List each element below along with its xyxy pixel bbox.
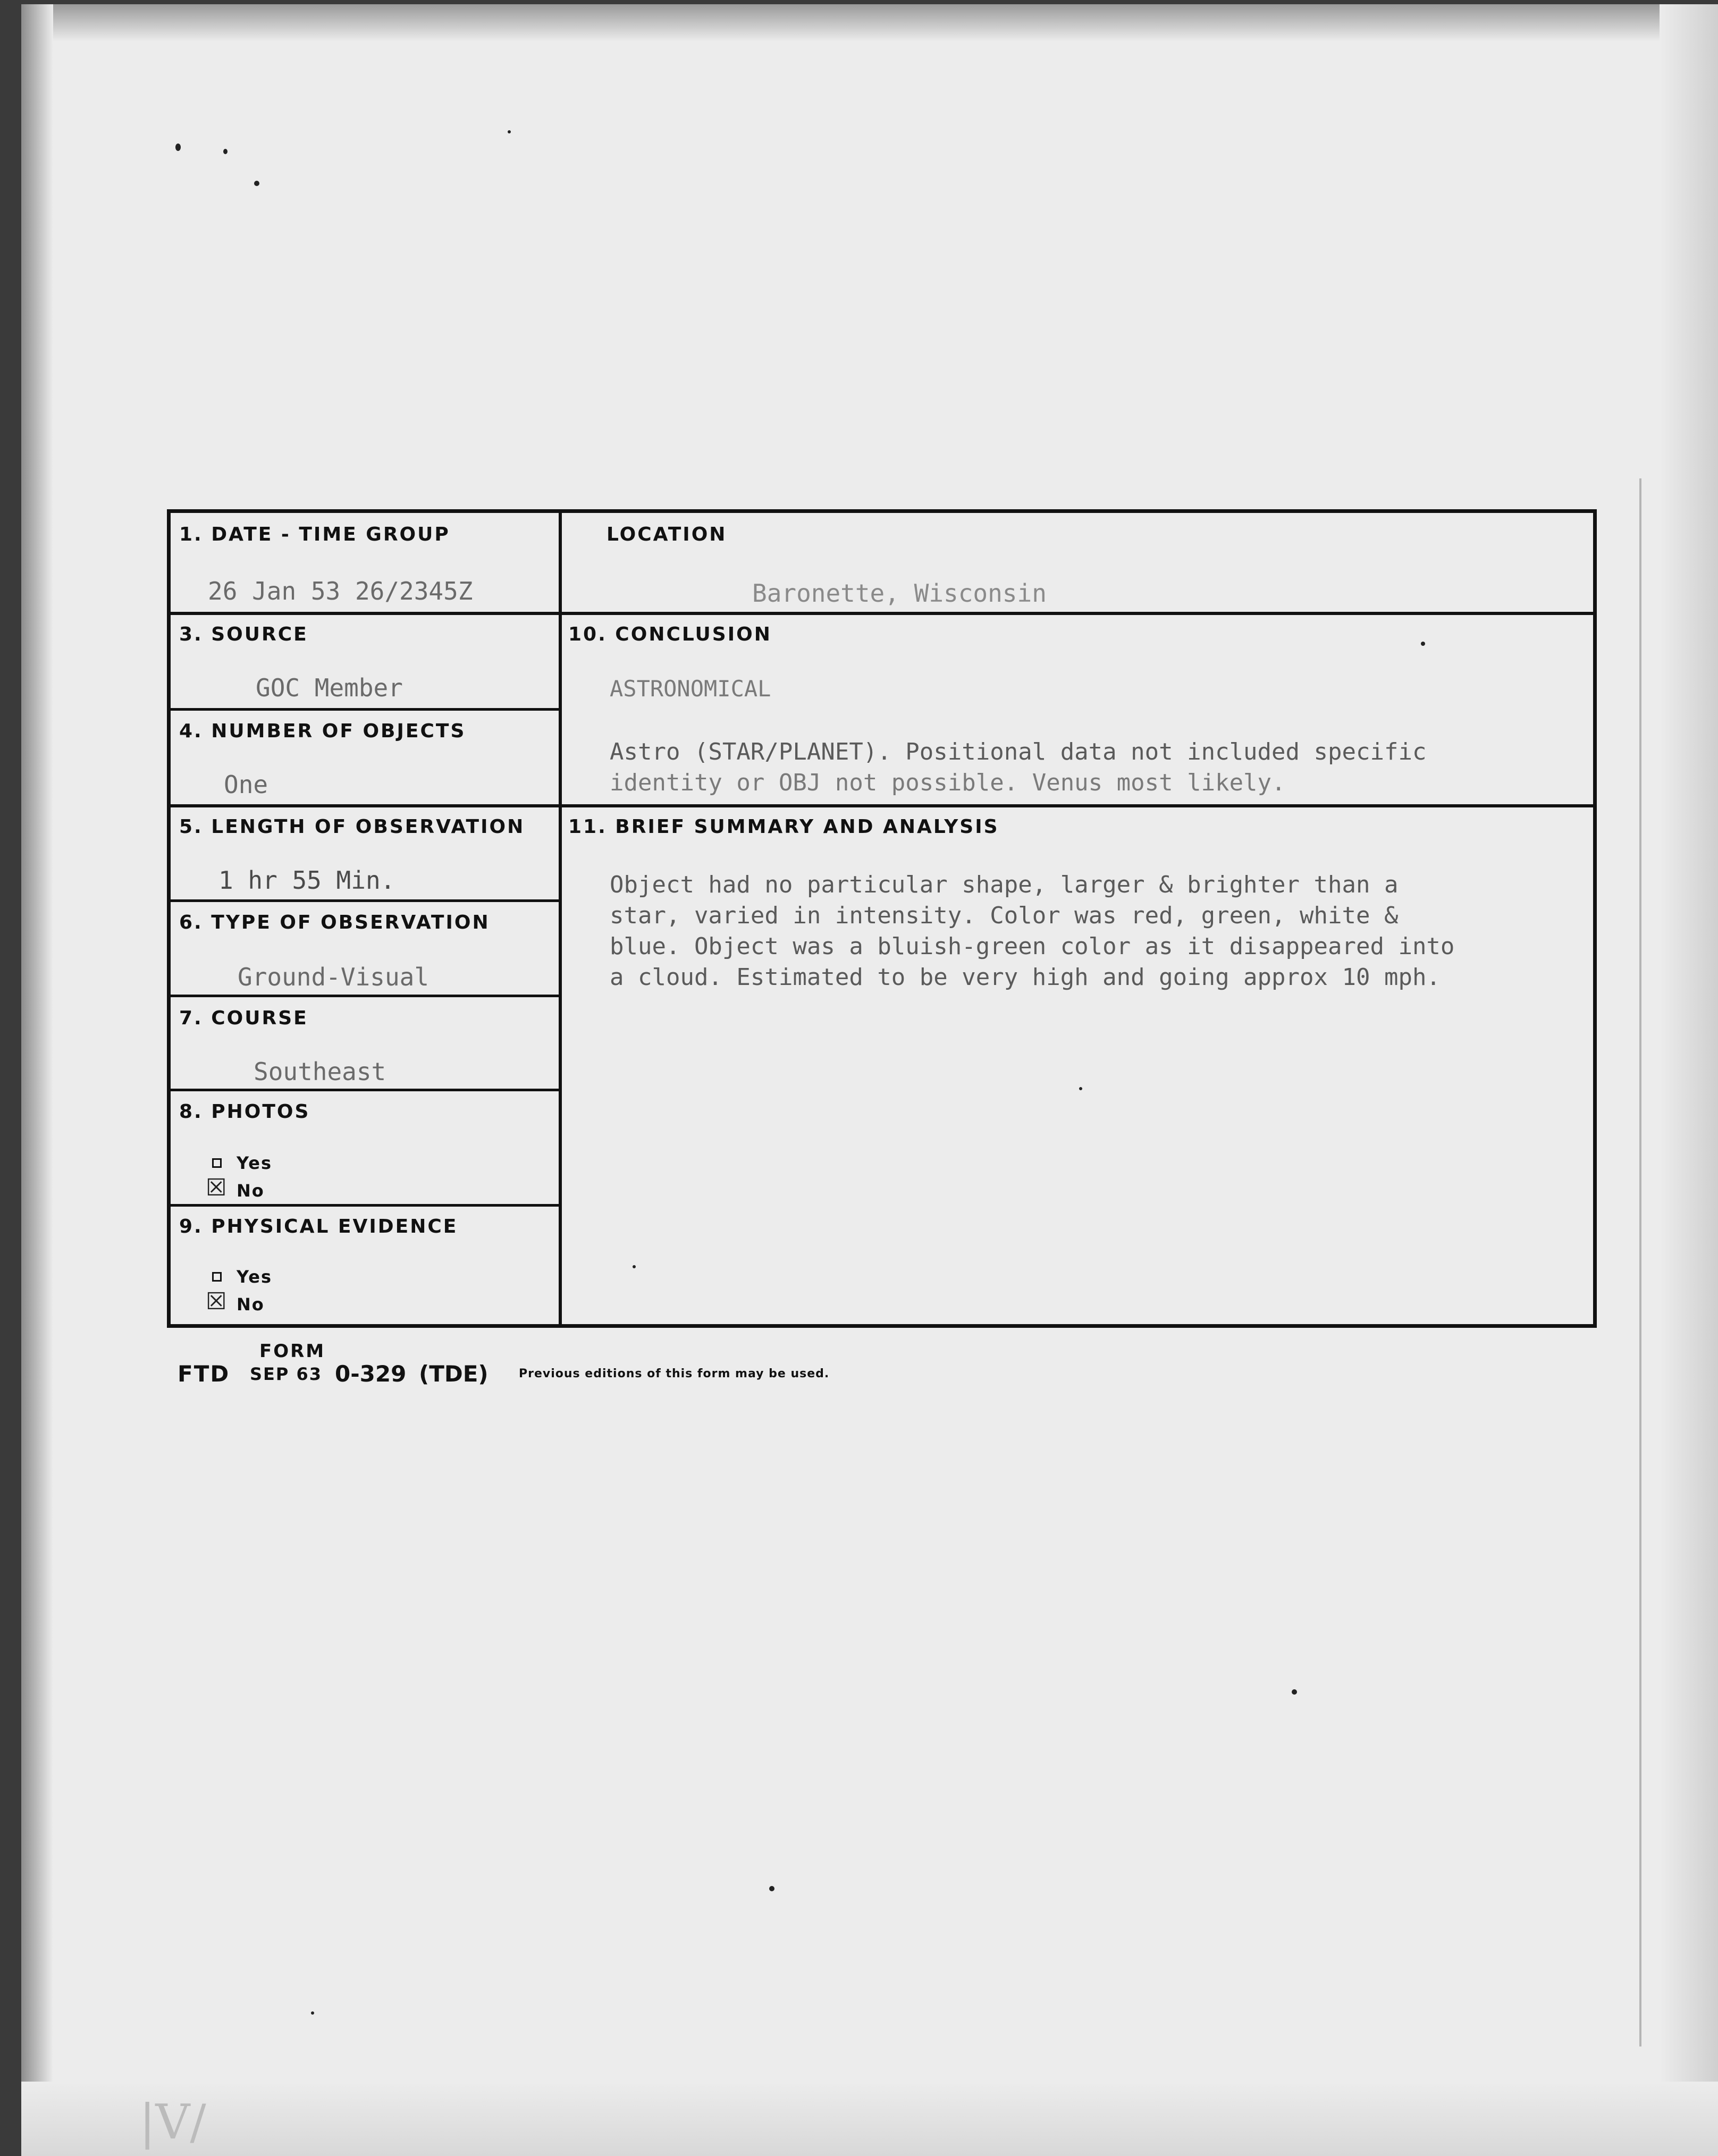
summary-label: 11. BRIEF SUMMARY AND ANALYSIS [568,816,999,838]
ink-speck [311,2011,314,2015]
summary-line-2: star, varied in intensity. Color was red, green, white & [610,902,1399,929]
ink-speck [1292,1689,1297,1695]
photos-no-label: No [237,1181,265,1201]
physical-evidence-no-label: No [237,1294,265,1315]
date-time-group-value: 26 Jan 53 26/2345Z [208,577,473,605]
footer-previous-editions-note: Previous editions of this form may be used. [519,1367,830,1380]
conclusion-line-1: Astro (STAR/PLANET). Positional data not included specific [610,738,1427,765]
conclusion-label: 10. CONCLUSION [568,624,772,645]
ink-speck [769,1886,774,1891]
physical-evidence-label: 9. PHYSICAL EVIDENCE [179,1216,458,1237]
source-value: GOC Member [256,673,403,702]
page-top-shadow [21,4,1718,41]
row-divider [171,804,1593,807]
type-of-observation-label: 6. TYPE OF OBSERVATION [179,912,490,933]
footer-sep-date: SEP 63 [250,1364,323,1384]
footer-tde: (TDE) [419,1361,489,1387]
photos-no-checkmark[interactable]: ☒ [206,1174,227,1201]
physical-evidence-yes-label: Yes [237,1267,272,1287]
length-of-observation-label: 5. LENGTH OF OBSERVATION [179,816,525,838]
footer-form-word: FORM [259,1341,326,1362]
row-divider [171,995,559,997]
physical-evidence-yes-checkbox[interactable] [212,1272,222,1282]
ink-speck [175,144,181,151]
film-scratch-line [1639,478,1641,2046]
number-of-objects-label: 4. NUMBER OF OBJECTS [179,720,466,742]
location-label: LOCATION [607,524,727,545]
ink-speck [508,130,511,133]
source-label: 3. SOURCE [179,624,308,645]
summary-line-3: blue. Object was a bluish-green color as it disappeared into [610,933,1455,960]
date-time-group-label: 1. DATE - TIME GROUP [179,524,450,545]
page-right-shadow [1660,4,1718,2156]
physical-evidence-no-checkmark[interactable]: ☒ [206,1288,227,1315]
length-of-observation-value: 1 hr 55 Min. [218,866,395,895]
summary-line-1: Object had no particular shape, larger & brighter than a [610,871,1399,898]
photos-yes-label: Yes [237,1153,272,1173]
summary-line-4: a cloud. Estimated to be very high and going approx 10 mph. [610,964,1441,991]
conclusion-line-2: identity or OBJ not possible. Venus most likely. [610,769,1286,796]
row-divider [171,1089,559,1091]
row-divider [171,1204,559,1207]
row-divider [171,612,1593,615]
footer-form-number: 0-329 [335,1361,407,1387]
ink-speck [223,149,228,154]
page-bottom-strip [21,2082,1718,2156]
row-divider [171,899,559,902]
conclusion-heading: ASTRONOMICAL [610,676,771,702]
footer-ftd: FTD [178,1361,230,1387]
course-value: Southeast [254,1057,386,1086]
type-of-observation-value: Ground-Visual [238,963,430,991]
number-of-objects-value: One [224,770,268,799]
photos-yes-checkbox[interactable] [212,1158,222,1168]
course-label: 7. COURSE [179,1007,308,1029]
column-divider [559,513,562,1324]
pencil-scribble: |V/ [139,2094,206,2150]
photos-label: 8. PHOTOS [179,1101,310,1123]
report-form [167,509,1597,1328]
page-left-shadow [21,4,53,2156]
location-value: Baronette, Wisconsin [752,579,1047,608]
ink-speck [254,181,259,186]
row-divider [171,708,559,711]
